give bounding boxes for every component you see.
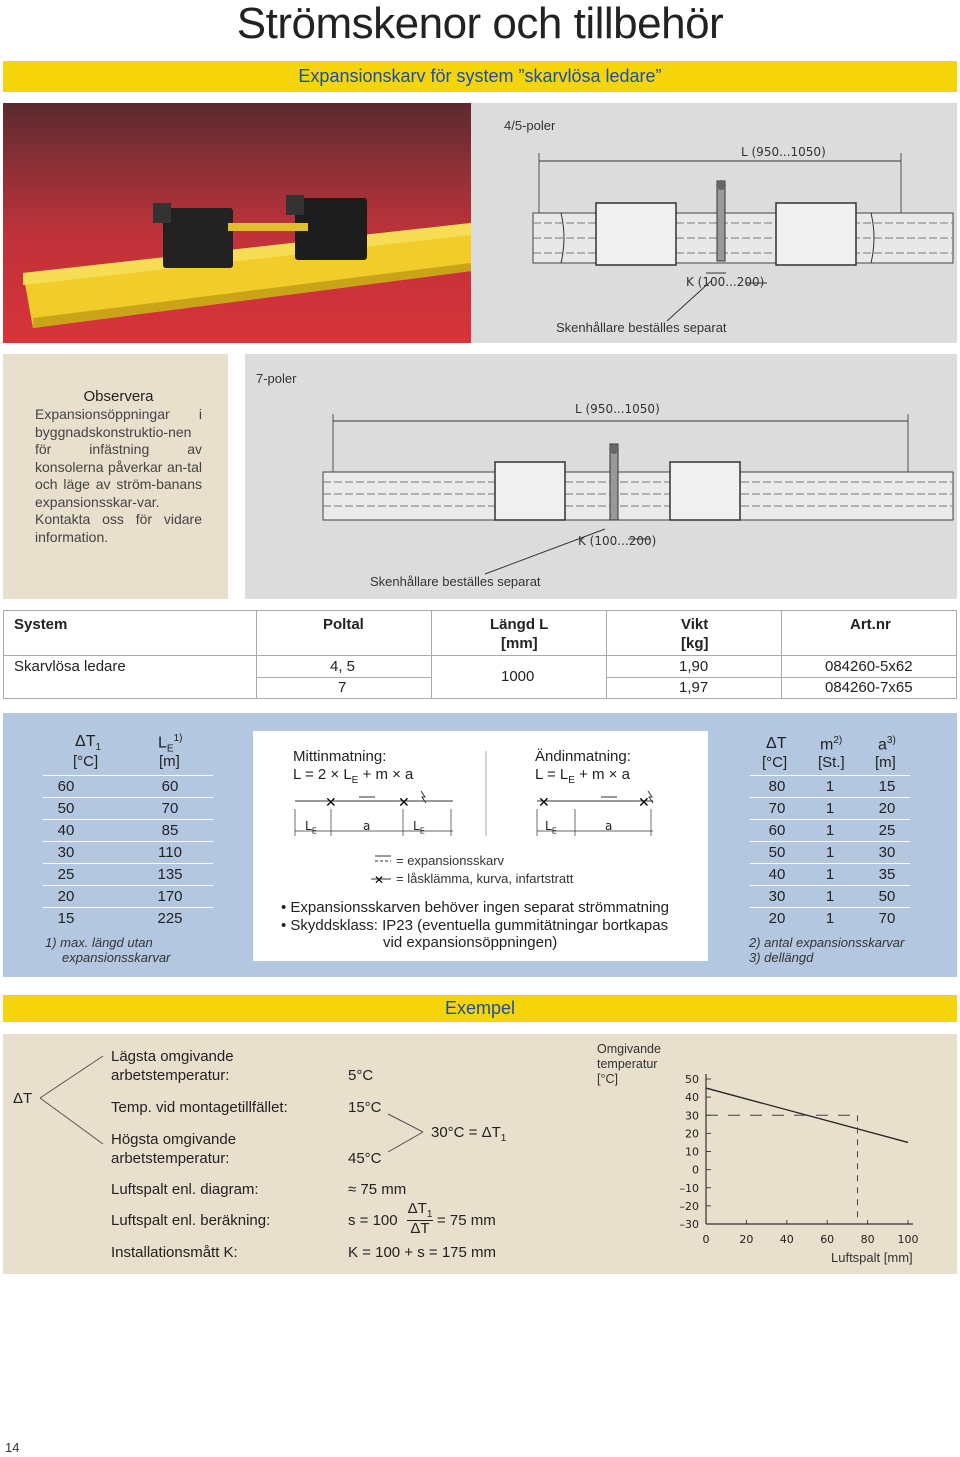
table-cell: 1 bbox=[825, 866, 835, 883]
ex-row1a: Lägsta omgivande bbox=[111, 1048, 234, 1065]
top-diagram-panel bbox=[471, 103, 957, 343]
right-table-row bbox=[750, 863, 910, 885]
ex-row5v2: = 75 mm bbox=[437, 1212, 496, 1229]
table-cell: 20 bbox=[57, 888, 75, 905]
y-tick-label: 40 bbox=[685, 1091, 699, 1105]
observera-text: Expansionsöppningar i byggnadskonstruktio-nen för infästning av konsolerna påverkar an-tal och läge av ström-banans expansionsskar-var. Kontakta oss för vidare information. bbox=[35, 406, 202, 545]
table-cell: 135 bbox=[157, 866, 183, 883]
table-cell: 50 bbox=[57, 800, 75, 817]
le-label: L bbox=[545, 819, 552, 833]
length-cell: 1000 bbox=[501, 668, 535, 685]
mid-diagram-panel bbox=[245, 354, 957, 599]
x-tick-label: 100 bbox=[897, 1233, 919, 1246]
ex-row3b: arbetstemperatur: bbox=[111, 1150, 230, 1167]
ex-row2v: 15°C bbox=[348, 1099, 382, 1116]
example-dt: ΔT bbox=[13, 1090, 33, 1107]
y-tick-label: 0 bbox=[692, 1163, 699, 1177]
ex-row4: Luftspalt enl. diagram: bbox=[111, 1181, 259, 1198]
poltal-cell: 4, 5 bbox=[330, 658, 356, 675]
right-table-row bbox=[750, 885, 910, 907]
k-label-7: K (100...200) bbox=[578, 534, 657, 548]
poltal-cell: 7 bbox=[338, 679, 347, 696]
table-cell: 40 bbox=[57, 822, 75, 839]
table-cell: 1 bbox=[825, 800, 835, 817]
left-table-row bbox=[43, 863, 213, 885]
right-table-row bbox=[750, 775, 910, 797]
x-tick-label: 80 bbox=[860, 1233, 875, 1246]
svg-text:✕: ✕ bbox=[374, 873, 385, 887]
artnr-cell: 084260-5x62 bbox=[825, 658, 913, 675]
right-table-row bbox=[750, 797, 910, 819]
right-footnote-2: 3) dellängd bbox=[749, 950, 814, 965]
ex-row3a: Högsta omgivande bbox=[111, 1131, 237, 1148]
ex-row1v: 5°C bbox=[348, 1067, 374, 1084]
col-length-unit: [mm] bbox=[501, 635, 538, 652]
left-table-row bbox=[43, 819, 213, 841]
table-cell: 40 bbox=[768, 866, 786, 883]
table-cell: 70 bbox=[878, 910, 896, 927]
bullet-2-cont: vid expansionsöppningen) bbox=[383, 934, 558, 951]
product-table bbox=[3, 610, 957, 699]
k-label: K (100...200) bbox=[686, 275, 765, 289]
airgap-chart bbox=[673, 1064, 923, 1249]
col-weight: Vikt bbox=[681, 616, 709, 633]
ex-row4v: ≈ 75 mm bbox=[348, 1181, 407, 1198]
svg-text:✕: ✕ bbox=[538, 794, 550, 810]
svg-text:✕: ✕ bbox=[398, 794, 410, 810]
table-cell: 15 bbox=[878, 778, 896, 795]
weight-cell: 1,97 bbox=[679, 679, 709, 696]
rt-a-header: a bbox=[878, 736, 887, 754]
table-cell: 60 bbox=[161, 778, 179, 795]
right-table-row bbox=[750, 907, 910, 929]
table-cell: 20 bbox=[768, 910, 786, 927]
table-cell: 50 bbox=[768, 844, 786, 861]
left-footnote-1: 1) max. längd utan bbox=[45, 935, 153, 950]
y-tick-label: –10 bbox=[679, 1181, 699, 1195]
le-label: L bbox=[305, 819, 312, 833]
table-cell: 1 bbox=[825, 910, 835, 927]
x-tick-label: 60 bbox=[820, 1233, 835, 1246]
table-cell: 225 bbox=[157, 910, 183, 927]
system-cell: Skarvlösa ledare bbox=[14, 658, 126, 675]
expansion-count-table: ΔT $m^{2)}$ $a^{3)}$ [°C] [St.] [m] 80 1 15 70 1 20 60 1 25 50 1 30 40 1 35 30 1 50 20 1 70 bbox=[750, 733, 910, 929]
observera-box bbox=[3, 354, 228, 599]
chart-ylabel: Omgivande temperatur [°C] bbox=[597, 1042, 661, 1086]
legend-expansion: = expansionsskarv bbox=[396, 853, 505, 868]
table-cell: 60 bbox=[768, 822, 786, 839]
table-cell: 60 bbox=[57, 778, 75, 795]
length-label-7: L (950...1050) bbox=[575, 402, 660, 416]
rt-dt-header: ΔT bbox=[766, 735, 787, 752]
ex-row6: Installationsmått K: bbox=[111, 1244, 238, 1261]
y-tick-label: 10 bbox=[685, 1145, 699, 1159]
y-tick-label: –30 bbox=[679, 1218, 699, 1231]
table-cell: 25 bbox=[878, 822, 896, 839]
table-cell: 110 bbox=[158, 844, 182, 861]
example-band: Exempel bbox=[3, 995, 957, 1022]
table-cell: 15 bbox=[57, 910, 75, 927]
table-cell: 1 bbox=[825, 844, 835, 861]
ex-dt1: $30^\circ C = \Delta T_1$ bbox=[431, 1124, 507, 1144]
table-cell: 30 bbox=[878, 844, 896, 861]
left-table-row bbox=[43, 841, 213, 863]
col-system: System bbox=[14, 616, 68, 633]
ex-row2: Temp. vid montagetillfället: bbox=[111, 1099, 288, 1116]
ex-row1b: arbetstemperatur: bbox=[111, 1067, 230, 1084]
bullet-2: • Skyddsklass: IP23 (eventuella gummitätningar bortkapas bbox=[281, 917, 669, 934]
chart-xlabel: Luftspalt [mm] bbox=[831, 1250, 913, 1265]
observera-heading: Observera bbox=[83, 388, 154, 405]
rail-drawing bbox=[471, 103, 957, 343]
artnr-cell: 084260-7x65 bbox=[825, 679, 913, 696]
left-table-row bbox=[43, 885, 213, 907]
pole-label: 4/5-poler bbox=[504, 118, 556, 133]
right-table-row bbox=[750, 819, 910, 841]
ex-row3v: 45°C bbox=[348, 1150, 382, 1167]
x-tick-label: 40 bbox=[779, 1233, 794, 1246]
y-tick-label: 50 bbox=[685, 1073, 699, 1086]
left-table-row bbox=[43, 797, 213, 819]
mitt-title: Mittinmatning: bbox=[293, 748, 387, 765]
table-cell: 85 bbox=[161, 822, 179, 839]
svg-text:✕: ✕ bbox=[325, 794, 337, 810]
svg-text:✕: ✕ bbox=[638, 794, 650, 810]
ex-row5v: s = 100 bbox=[348, 1212, 398, 1229]
table-cell: 20 bbox=[878, 800, 896, 817]
delta-t-header: ΔT bbox=[75, 733, 96, 750]
col-length: Längd L bbox=[490, 616, 549, 633]
table-cell: 1 bbox=[825, 888, 835, 905]
temp-length-table: $\Delta T_1$ $L_E^{1)}$ [°C] [m] 60 60 50 70 40 85 30 110 25 135 20 170 15 225 bbox=[43, 733, 213, 929]
holder-note-7: Skenhållare beställes separat bbox=[370, 574, 541, 589]
table-cell: 1 bbox=[825, 778, 835, 795]
y-tick-label: 30 bbox=[685, 1109, 699, 1123]
right-footnote-1: 2) antal expansionsskarvar bbox=[749, 935, 905, 950]
page-number: 14 bbox=[5, 1440, 20, 1455]
legend-lock: = låsklämma, kurva, infartstratt bbox=[396, 871, 574, 886]
right-table-row bbox=[750, 841, 910, 863]
left-table-row bbox=[43, 775, 213, 797]
mitt-eq: $L = 2 \times L_E + m \times a$ bbox=[293, 766, 414, 786]
table-cell: 70 bbox=[768, 800, 786, 817]
table-cell: 170 bbox=[157, 888, 183, 905]
table-cell: 30 bbox=[768, 888, 786, 905]
ex-row5: Luftspalt enl. beräkning: bbox=[111, 1212, 271, 1229]
a-label: a bbox=[605, 819, 613, 833]
bullet-1: • Expansionsskarven behöver ingen separat strömmatning bbox=[281, 899, 669, 916]
product-photo bbox=[3, 103, 471, 343]
x-tick-label: 20 bbox=[739, 1233, 754, 1246]
example-section: ΔT Lägsta omgivande arbetstemperatur: 5°C Temp. vid montagetillfället: 15°C $30^\circ C = \Delta T_1$ Högsta omgivande arbetstemperatur: 45°C Luftspalt enl. diagram: ≈ 75 mm Luftspalt enl. beräkning: s = 100 $\Delta T_1$ ΔT = 75 mm Installationsmått K: K = 100 + s = 175 mm Omgivande temperatur [°C] 50 40 30 20 10 0 –10 –20 –30 0 20 40 60 80 100 Luftspalt [mm] bbox=[3, 1034, 957, 1274]
pole-label-7: 7-poler bbox=[256, 371, 297, 386]
table-cell: 50 bbox=[878, 888, 896, 905]
left-footnote-2: expansionsskarvar bbox=[62, 950, 171, 965]
formula-panel: Mittinmatning: $L = 2 \times L_E + m \times a$ Ändinmatning: $L = L_E + m \times a$ ✕ ✕ ✕ ✕ ✕ $L_E$ a $L_E$ $L_E$ a = expansionsskarv = låsklämma, kurva, infartstratt • Expansionsskarven behöver ingen separat strömmatning • Skyddsklass: IP23 (eventuella gummitätningar bortkapas vid expansionsöppningen) bbox=[253, 731, 708, 961]
col-poltal: Poltal bbox=[323, 616, 364, 633]
holder-note: Skenhållare beställes separat bbox=[556, 320, 727, 335]
table-cell: 35 bbox=[878, 866, 896, 883]
le-header: L bbox=[158, 734, 167, 752]
length-label: L (950...1050) bbox=[741, 145, 826, 159]
table-cell: 1 bbox=[825, 822, 835, 839]
table-cell: 70 bbox=[161, 800, 179, 817]
and-eq: $L = L_E + m \times a$ bbox=[535, 766, 630, 786]
a-label: a bbox=[363, 819, 371, 833]
col-weight-unit: [kg] bbox=[681, 635, 709, 652]
ex-row6v: K = 100 + s = 175 mm bbox=[348, 1244, 497, 1261]
table-cell: 80 bbox=[768, 778, 786, 795]
section-band: Expansionskarv för system ”skarvlösa ledare” bbox=[3, 61, 957, 92]
table-cell: 30 bbox=[57, 844, 75, 861]
weight-cell: 1,90 bbox=[679, 658, 709, 675]
left-table-row bbox=[43, 907, 213, 929]
x-tick-label: 0 bbox=[702, 1233, 710, 1246]
le-label: L bbox=[413, 819, 420, 833]
and-title: Ändinmatning: bbox=[535, 748, 631, 765]
rt-m-header: m bbox=[820, 736, 834, 754]
col-artnr: Art.nr bbox=[850, 616, 891, 633]
y-tick-label: –20 bbox=[679, 1199, 699, 1213]
page-title: Strömskenor och tillbehör bbox=[236, 0, 724, 48]
y-tick-label: 20 bbox=[685, 1127, 699, 1141]
rail-drawing-7 bbox=[245, 354, 957, 599]
table-cell: 25 bbox=[57, 866, 75, 883]
